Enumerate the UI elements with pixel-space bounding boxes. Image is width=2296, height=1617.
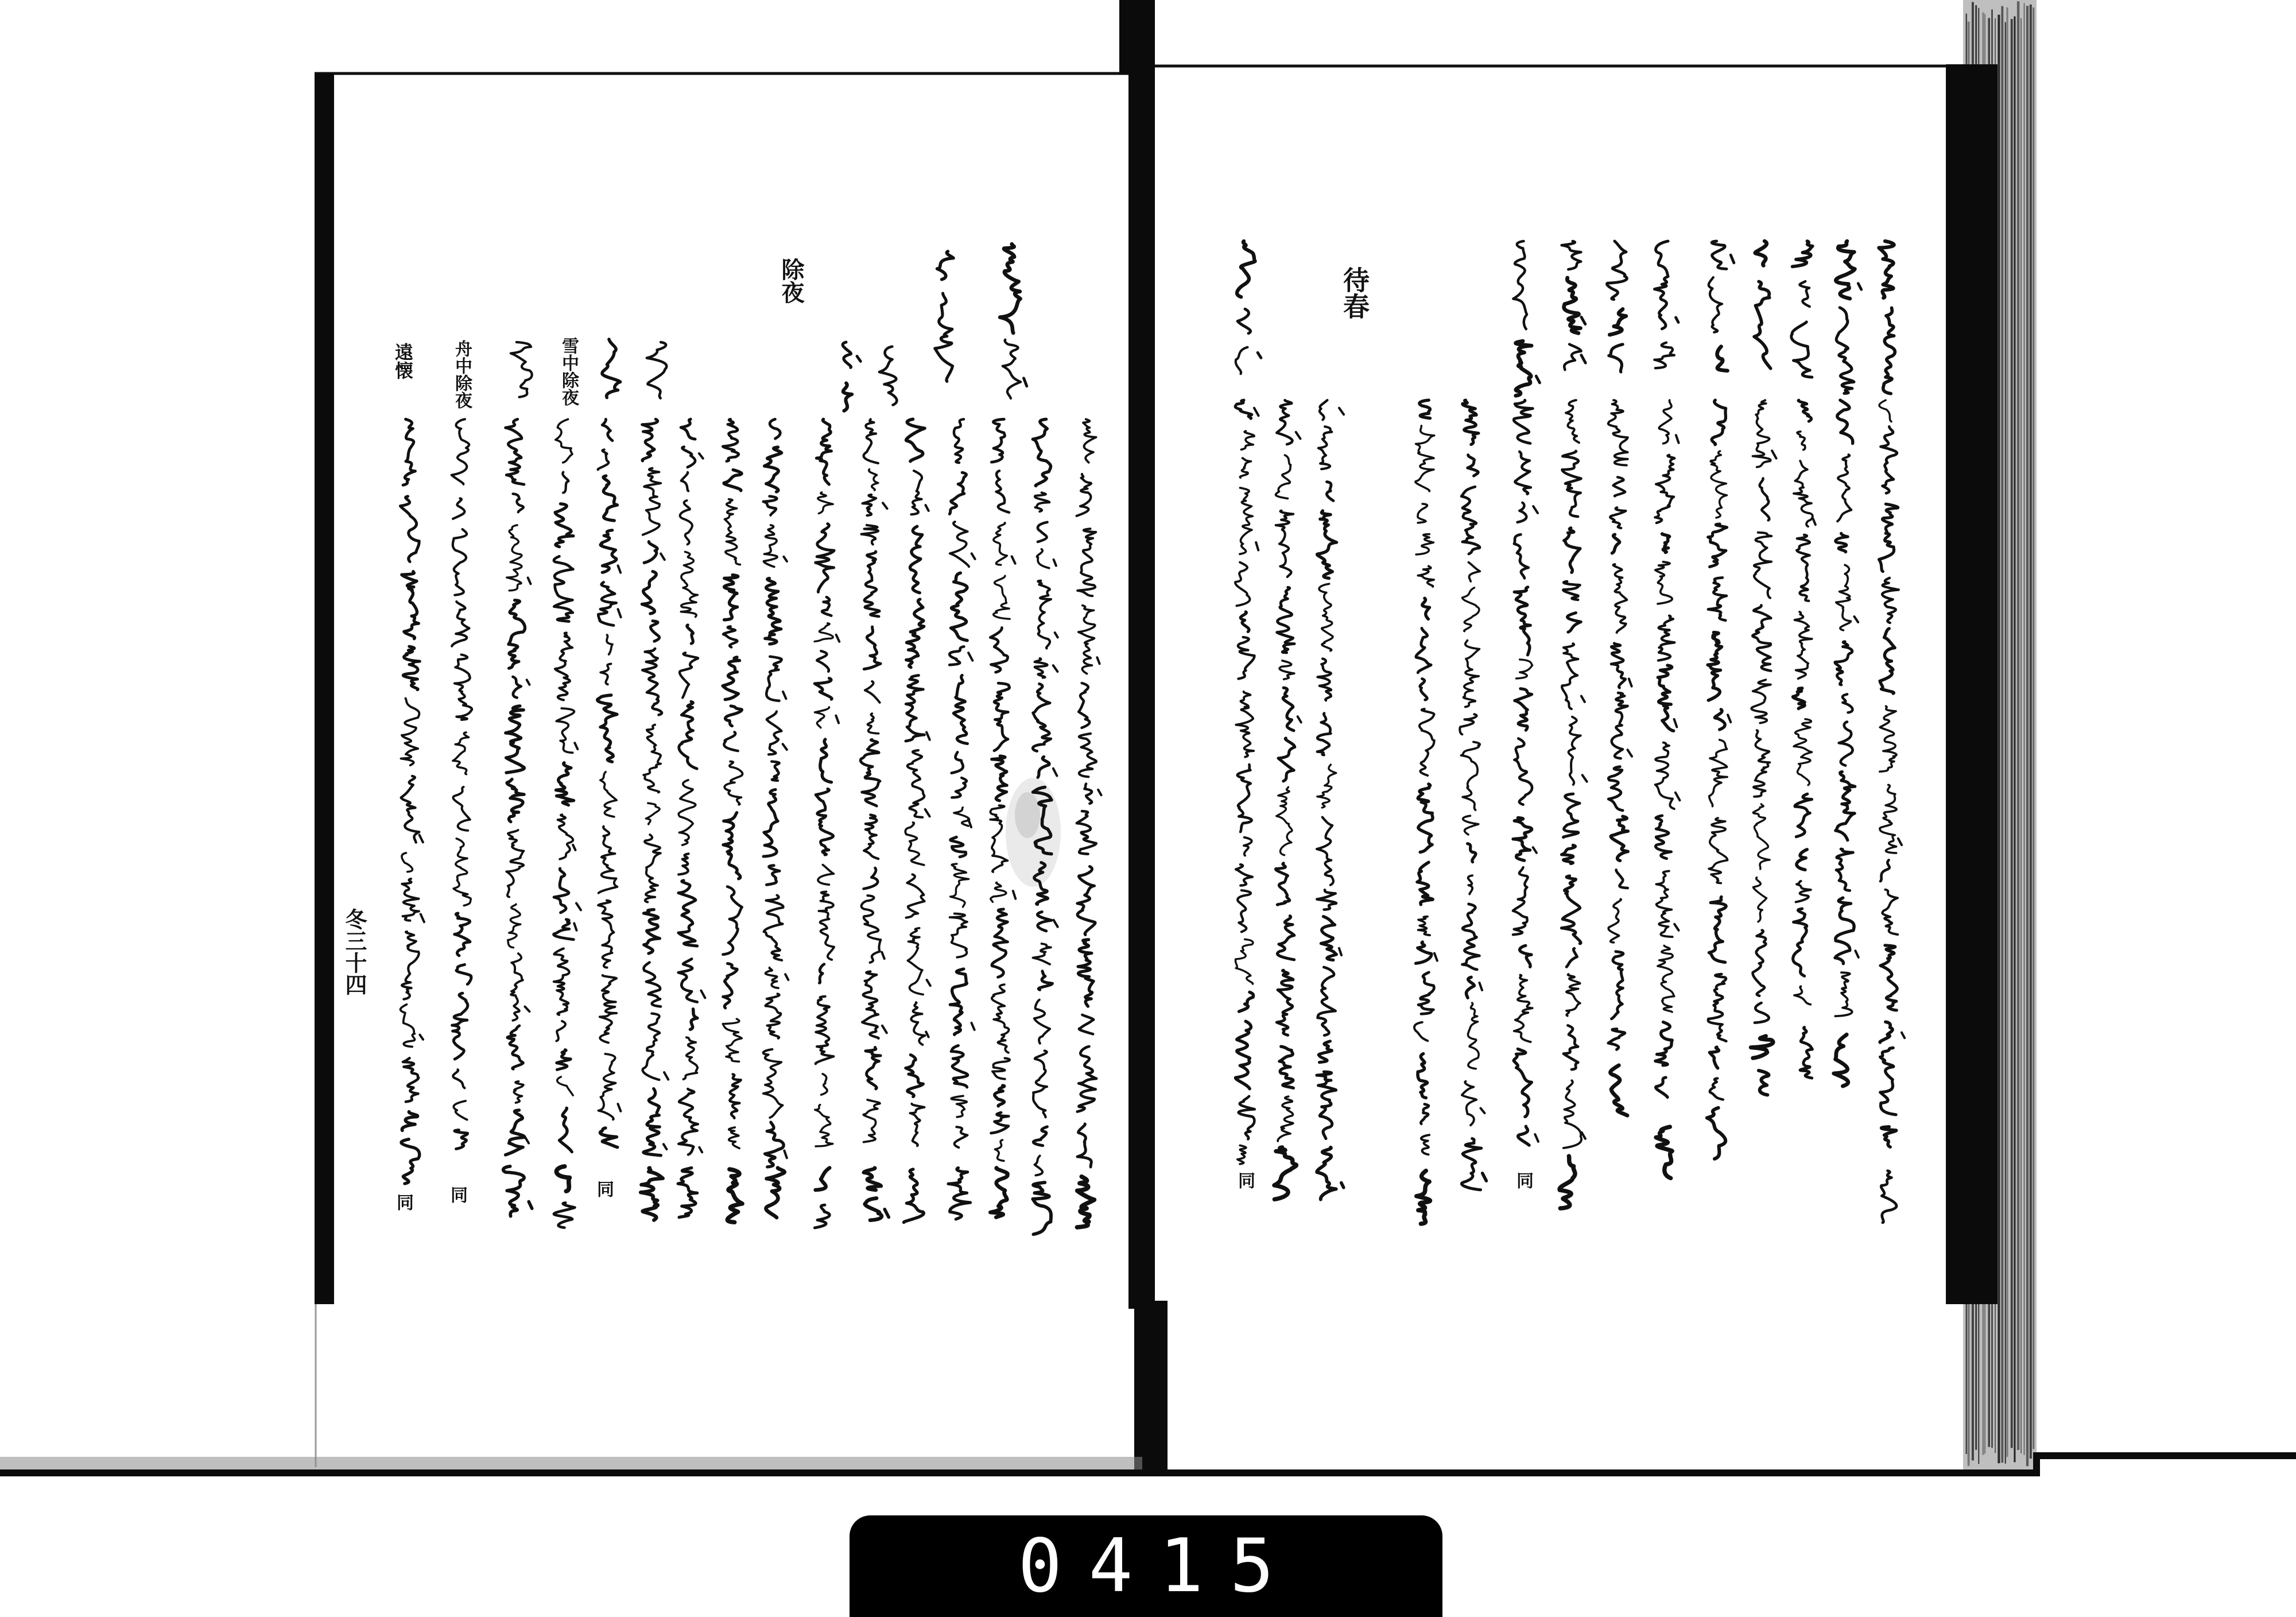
left-page-spine-edge (315, 73, 334, 1304)
ditto-mark: 同 (1235, 1172, 1255, 1189)
paper-stain (1015, 792, 1040, 838)
right-section-heading: 待春 (1339, 266, 1370, 319)
entry-title: 遠懐 (392, 343, 414, 379)
handwritten-ink-stroke (1341, 1183, 1344, 1188)
ditto-mark: 同 (1513, 1172, 1533, 1189)
page-number: 冬三十四 (342, 908, 367, 995)
ditto-mark: 同 (447, 1186, 467, 1203)
entry-title: 雪中除夜 (559, 337, 579, 406)
gutter-bottom (1134, 1301, 1168, 1473)
gutter-top (1119, 0, 1155, 75)
bottom-shadow-band (0, 1457, 1142, 1471)
entry-title: 舟中除夜 (452, 340, 472, 409)
ditto-mark: 同 (393, 1193, 413, 1211)
left-section-heading: 除夜 (778, 258, 805, 304)
frame-number-label (850, 1515, 1442, 1617)
right-page-fore-edge (1946, 64, 1998, 1304)
gutter-center (1128, 69, 1155, 1309)
ditto-mark: 同 (594, 1180, 614, 1197)
frame-number: 0415 (1018, 1523, 1301, 1609)
